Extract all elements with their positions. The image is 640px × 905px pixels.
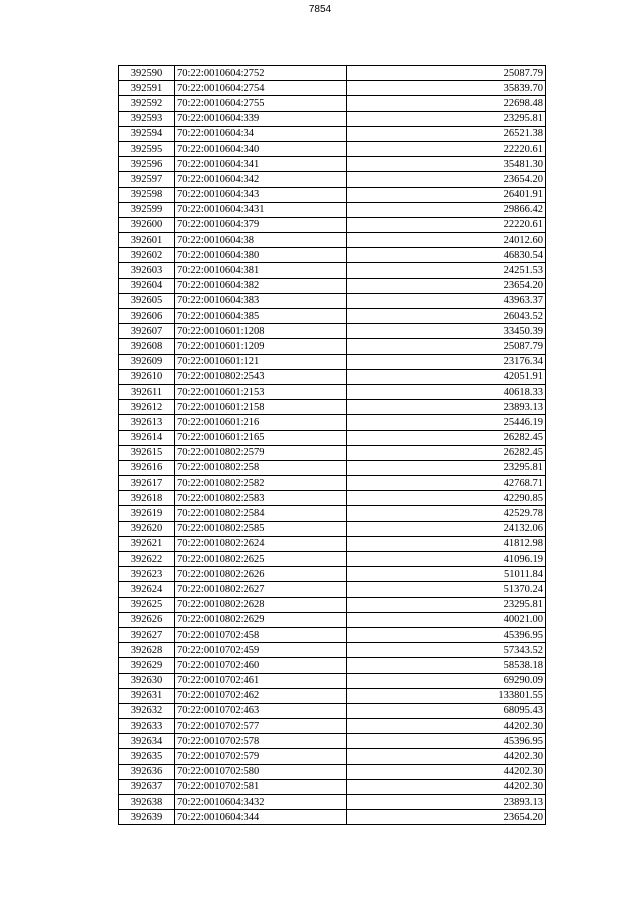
row-number-cell: 392590 — [119, 66, 175, 81]
cadastral-number-cell: 70:22:0010802:2543 — [175, 369, 347, 384]
cadastral-number-cell: 70:22:0010601:1208 — [175, 324, 347, 339]
table-row — [119, 233, 546, 248]
table-row — [119, 430, 546, 445]
value-cell: 22698.48 — [347, 96, 546, 111]
row-number-cell: 392617 — [119, 476, 175, 491]
value-cell: 22220.61 — [347, 141, 546, 156]
table-row — [119, 157, 546, 172]
value-cell: 24132.06 — [347, 521, 546, 536]
table-row — [119, 612, 546, 627]
table-row — [119, 673, 546, 688]
value-cell: 26401.91 — [347, 187, 546, 202]
row-number-cell: 392605 — [119, 293, 175, 308]
table-row — [119, 658, 546, 673]
cadastral-number-cell: 70:22:0010802:2628 — [175, 597, 347, 612]
row-number-cell: 392600 — [119, 217, 175, 232]
row-number-cell: 392623 — [119, 567, 175, 582]
table-row — [119, 627, 546, 642]
row-number-cell: 392639 — [119, 810, 175, 825]
table-row — [119, 415, 546, 430]
row-number-cell: 392637 — [119, 779, 175, 794]
cadastral-number-cell: 70:22:0010604:382 — [175, 278, 347, 293]
table-row — [119, 779, 546, 794]
value-cell: 23176.34 — [347, 354, 546, 369]
table-row — [119, 597, 546, 612]
value-cell: 23295.81 — [347, 460, 546, 475]
row-number-cell: 392627 — [119, 627, 175, 642]
table-row — [119, 764, 546, 779]
cadastral-number-cell: 70:22:0010604:38 — [175, 233, 347, 248]
row-number-cell: 392619 — [119, 506, 175, 521]
cadastral-number-cell: 70:22:0010601:2165 — [175, 430, 347, 445]
row-number-cell: 392592 — [119, 96, 175, 111]
table-row — [119, 202, 546, 217]
cadastral-number-cell: 70:22:0010604:3431 — [175, 202, 347, 217]
row-number-cell: 392610 — [119, 369, 175, 384]
cadastral-number-cell: 70:22:0010604:381 — [175, 263, 347, 278]
table-row — [119, 536, 546, 551]
value-cell: 57343.52 — [347, 643, 546, 658]
cadastral-number-cell: 70:22:0010802:258 — [175, 460, 347, 475]
cadastral-number-cell: 70:22:0010702:459 — [175, 643, 347, 658]
value-cell: 23295.81 — [347, 111, 546, 126]
row-number-cell: 392596 — [119, 157, 175, 172]
table-row — [119, 567, 546, 582]
value-cell: 29866.42 — [347, 202, 546, 217]
table-row — [119, 141, 546, 156]
table-row — [119, 172, 546, 187]
value-cell: 40021.00 — [347, 612, 546, 627]
table-row — [119, 445, 546, 460]
cadastral-number-cell: 70:22:0010604:2752 — [175, 66, 347, 81]
cadastral-number-cell: 70:22:0010702:461 — [175, 673, 347, 688]
cadastral-value-table — [118, 65, 546, 825]
table-row — [119, 248, 546, 263]
value-cell: 43963.37 — [347, 293, 546, 308]
table-row — [119, 187, 546, 202]
table-row — [119, 324, 546, 339]
cadastral-number-cell: 70:22:0010601:2153 — [175, 384, 347, 399]
cadastral-number-cell: 70:22:0010702:579 — [175, 749, 347, 764]
row-number-cell: 392606 — [119, 309, 175, 324]
table-row — [119, 400, 546, 415]
cadastral-number-cell: 70:22:0010604:2754 — [175, 81, 347, 96]
row-number-cell: 392615 — [119, 445, 175, 460]
cadastral-number-cell: 70:22:0010702:578 — [175, 734, 347, 749]
value-cell: 46830.54 — [347, 248, 546, 263]
cadastral-number-cell: 70:22:0010802:2627 — [175, 582, 347, 597]
value-cell: 26282.45 — [347, 445, 546, 460]
cadastral-number-cell: 70:22:0010604:380 — [175, 248, 347, 263]
cadastral-number-cell: 70:22:0010604:2755 — [175, 96, 347, 111]
row-number-cell: 392612 — [119, 400, 175, 415]
value-cell: 42290.85 — [347, 491, 546, 506]
cadastral-number-cell: 70:22:0010604:379 — [175, 217, 347, 232]
cadastral-number-cell: 70:22:0010604:383 — [175, 293, 347, 308]
row-number-cell: 392602 — [119, 248, 175, 263]
row-number-cell: 392636 — [119, 764, 175, 779]
value-cell: 25446.19 — [347, 415, 546, 430]
row-number-cell: 392594 — [119, 126, 175, 141]
value-cell: 51370.24 — [347, 582, 546, 597]
table-row — [119, 688, 546, 703]
value-cell: 42768.71 — [347, 476, 546, 491]
table-row — [119, 643, 546, 658]
table-body — [119, 66, 546, 825]
row-number-cell: 392638 — [119, 795, 175, 810]
table-row — [119, 384, 546, 399]
cadastral-number-cell: 70:22:0010802:2629 — [175, 612, 347, 627]
table-row — [119, 506, 546, 521]
table-row — [119, 582, 546, 597]
value-cell: 44202.30 — [347, 719, 546, 734]
value-cell: 25087.79 — [347, 66, 546, 81]
value-cell: 23654.20 — [347, 810, 546, 825]
cadastral-number-cell: 70:22:0010604:3432 — [175, 795, 347, 810]
row-number-cell: 392613 — [119, 415, 175, 430]
table-row — [119, 354, 546, 369]
cadastral-number-cell: 70:22:0010702:581 — [175, 779, 347, 794]
row-number-cell: 392635 — [119, 749, 175, 764]
cadastral-number-cell: 70:22:0010604:385 — [175, 309, 347, 324]
table-row — [119, 81, 546, 96]
cadastral-number-cell: 70:22:0010802:2582 — [175, 476, 347, 491]
value-cell: 23295.81 — [347, 597, 546, 612]
row-number-cell: 392632 — [119, 703, 175, 718]
row-number-cell: 392620 — [119, 521, 175, 536]
table-row — [119, 217, 546, 232]
row-number-cell: 392597 — [119, 172, 175, 187]
value-cell: 68095.43 — [347, 703, 546, 718]
table-row — [119, 460, 546, 475]
cadastral-number-cell: 70:22:0010702:460 — [175, 658, 347, 673]
cadastral-number-cell: 70:22:0010802:2626 — [175, 567, 347, 582]
row-number-cell: 392614 — [119, 430, 175, 445]
value-cell: 35839.70 — [347, 81, 546, 96]
table-row — [119, 491, 546, 506]
cadastral-number-cell: 70:22:0010604:340 — [175, 141, 347, 156]
table-row — [119, 521, 546, 536]
cadastral-number-cell: 70:22:0010604:343 — [175, 187, 347, 202]
value-cell: 24012.60 — [347, 233, 546, 248]
table-row — [119, 719, 546, 734]
cadastral-number-cell: 70:22:0010702:458 — [175, 627, 347, 642]
table-row — [119, 96, 546, 111]
page-number: 7854 — [308, 4, 332, 15]
value-cell: 44202.30 — [347, 749, 546, 764]
value-cell: 40618.33 — [347, 384, 546, 399]
row-number-cell: 392598 — [119, 187, 175, 202]
cadastral-number-cell: 70:22:0010802:2584 — [175, 506, 347, 521]
table-row — [119, 476, 546, 491]
cadastral-number-cell: 70:22:0010702:462 — [175, 688, 347, 703]
table-row — [119, 66, 546, 81]
row-number-cell: 392634 — [119, 734, 175, 749]
row-number-cell: 392599 — [119, 202, 175, 217]
row-number-cell: 392618 — [119, 491, 175, 506]
cadastral-number-cell: 70:22:0010802:2625 — [175, 552, 347, 567]
value-cell: 69290.09 — [347, 673, 546, 688]
value-cell: 23654.20 — [347, 278, 546, 293]
row-number-cell: 392626 — [119, 612, 175, 627]
table-row — [119, 369, 546, 384]
cadastral-number-cell: 70:22:0010802:2624 — [175, 536, 347, 551]
value-cell: 26521.38 — [347, 126, 546, 141]
value-cell: 51011.84 — [347, 567, 546, 582]
table-row — [119, 734, 546, 749]
table-row — [119, 703, 546, 718]
table-row — [119, 552, 546, 567]
value-cell: 44202.30 — [347, 779, 546, 794]
row-number-cell: 392595 — [119, 141, 175, 156]
cadastral-number-cell: 70:22:0010702:577 — [175, 719, 347, 734]
row-number-cell: 392624 — [119, 582, 175, 597]
table-row — [119, 293, 546, 308]
cadastral-number-cell: 70:22:0010604:344 — [175, 810, 347, 825]
row-number-cell: 392609 — [119, 354, 175, 369]
cadastral-number-cell: 70:22:0010802:2579 — [175, 445, 347, 460]
row-number-cell: 392616 — [119, 460, 175, 475]
row-number-cell: 392603 — [119, 263, 175, 278]
row-number-cell: 392601 — [119, 233, 175, 248]
row-number-cell: 392607 — [119, 324, 175, 339]
cadastral-number-cell: 70:22:0010604:342 — [175, 172, 347, 187]
value-cell: 26043.52 — [347, 309, 546, 324]
cadastral-number-cell: 70:22:0010601:2158 — [175, 400, 347, 415]
value-cell: 24251.53 — [347, 263, 546, 278]
cadastral-number-cell: 70:22:0010702:580 — [175, 764, 347, 779]
table-row — [119, 309, 546, 324]
table-row — [119, 263, 546, 278]
row-number-cell: 392630 — [119, 673, 175, 688]
value-cell: 44202.30 — [347, 764, 546, 779]
value-cell: 23654.20 — [347, 172, 546, 187]
value-cell: 58538.18 — [347, 658, 546, 673]
value-cell: 22220.61 — [347, 217, 546, 232]
row-number-cell: 392608 — [119, 339, 175, 354]
table-row — [119, 126, 546, 141]
value-cell: 35481.30 — [347, 157, 546, 172]
value-cell: 45396.95 — [347, 627, 546, 642]
table-row — [119, 278, 546, 293]
value-cell: 23893.13 — [347, 795, 546, 810]
cadastral-number-cell: 70:22:0010604:34 — [175, 126, 347, 141]
cadastral-number-cell: 70:22:0010601:216 — [175, 415, 347, 430]
cadastral-number-cell: 70:22:0010702:463 — [175, 703, 347, 718]
value-cell: 23893.13 — [347, 400, 546, 415]
row-number-cell: 392604 — [119, 278, 175, 293]
row-number-cell: 392625 — [119, 597, 175, 612]
value-cell: 41096.19 — [347, 552, 546, 567]
value-cell: 42051.91 — [347, 369, 546, 384]
value-cell: 45396.95 — [347, 734, 546, 749]
value-cell: 42529.78 — [347, 506, 546, 521]
value-cell: 26282.45 — [347, 430, 546, 445]
row-number-cell: 392633 — [119, 719, 175, 734]
row-number-cell: 392629 — [119, 658, 175, 673]
row-number-cell: 392591 — [119, 81, 175, 96]
cadastral-number-cell: 70:22:0010601:121 — [175, 354, 347, 369]
value-cell: 133801.55 — [347, 688, 546, 703]
row-number-cell: 392628 — [119, 643, 175, 658]
row-number-cell: 392622 — [119, 552, 175, 567]
cadastral-number-cell: 70:22:0010601:1209 — [175, 339, 347, 354]
row-number-cell: 392631 — [119, 688, 175, 703]
table-row — [119, 339, 546, 354]
table-row — [119, 795, 546, 810]
value-cell: 25087.79 — [347, 339, 546, 354]
cadastral-number-cell: 70:22:0010802:2585 — [175, 521, 347, 536]
table-row — [119, 111, 546, 126]
value-cell: 33450.39 — [347, 324, 546, 339]
cadastral-number-cell: 70:22:0010604:341 — [175, 157, 347, 172]
cadastral-number-cell: 70:22:0010604:339 — [175, 111, 347, 126]
table-row — [119, 810, 546, 825]
cadastral-number-cell: 70:22:0010802:2583 — [175, 491, 347, 506]
value-cell: 41812.98 — [347, 536, 546, 551]
table-row — [119, 749, 546, 764]
row-number-cell: 392611 — [119, 384, 175, 399]
row-number-cell: 392593 — [119, 111, 175, 126]
row-number-cell: 392621 — [119, 536, 175, 551]
